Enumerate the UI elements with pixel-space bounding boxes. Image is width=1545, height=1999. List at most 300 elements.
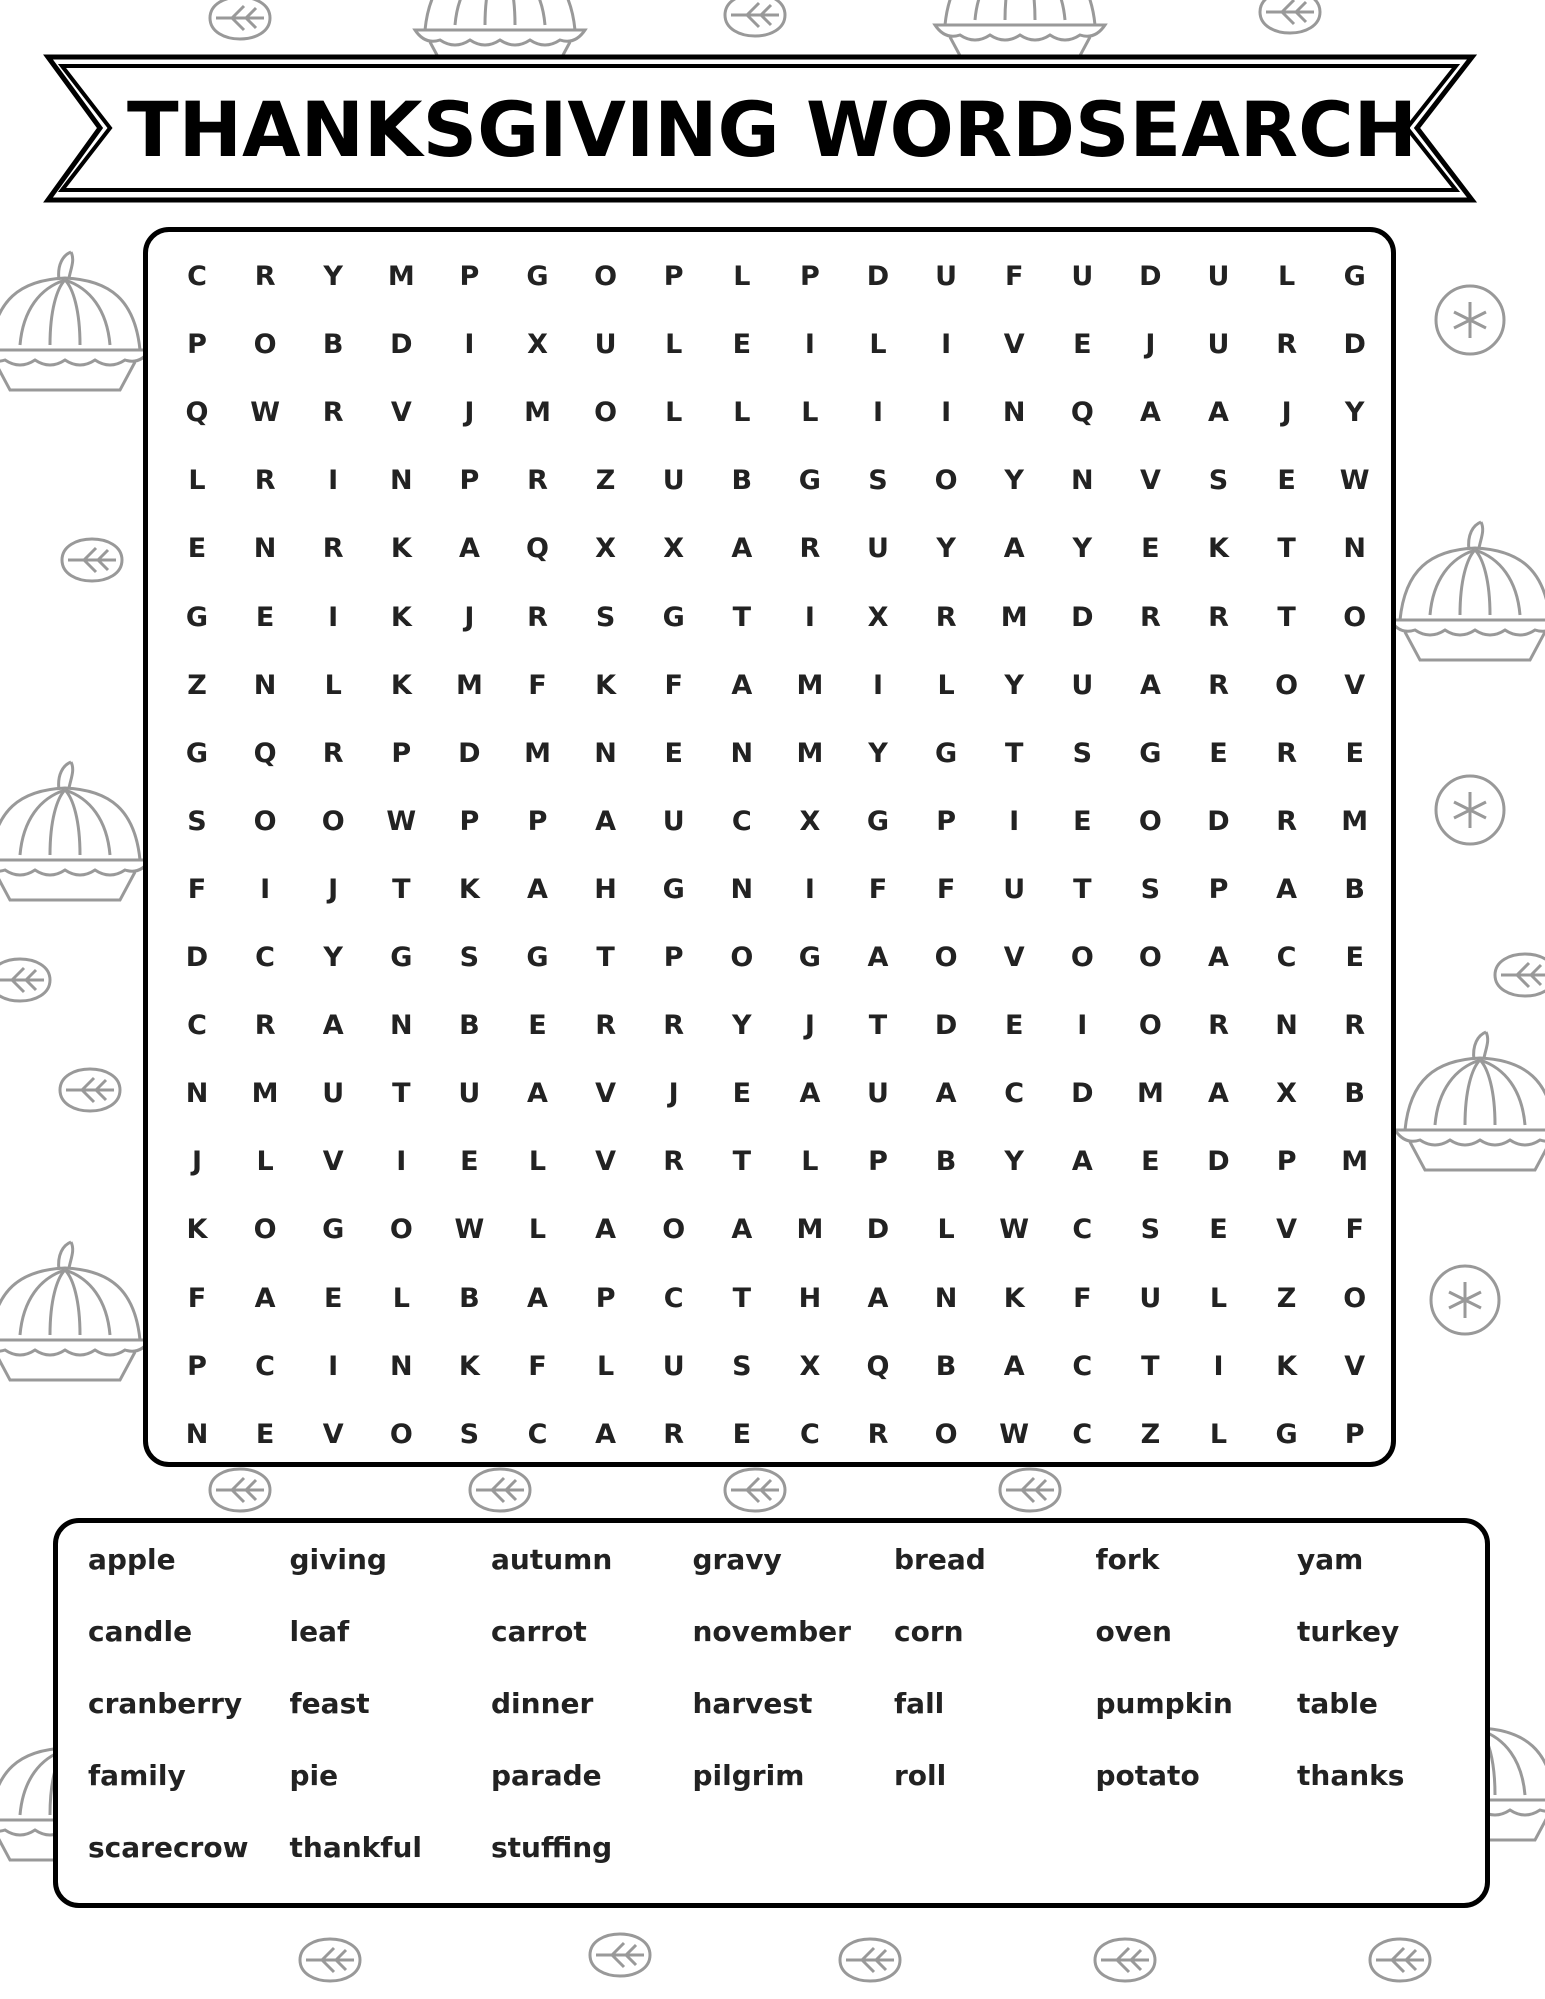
- grid-letter: I: [941, 329, 952, 361]
- grid-letter: B: [1344, 873, 1365, 905]
- grid-letter: Y: [1344, 397, 1365, 429]
- grid-letter: K: [186, 1214, 208, 1246]
- grid-letter: S: [868, 465, 888, 497]
- grid-letter: K: [458, 873, 480, 905]
- grid-letter: P: [1208, 873, 1229, 905]
- grid-letter: G: [185, 601, 209, 633]
- grid-letter: P: [1344, 1418, 1365, 1450]
- word-list-item: bread: [894, 1543, 986, 1576]
- grid-letter: C: [1072, 1214, 1093, 1246]
- grid-letter: A: [527, 873, 548, 905]
- grid-letter: R: [527, 601, 548, 633]
- grid-letter: X: [799, 805, 821, 837]
- grid-letter: V: [1344, 669, 1366, 701]
- word-list-item: corn: [894, 1615, 964, 1648]
- grid-letter: T: [392, 1078, 411, 1110]
- word-list-item: carrot: [491, 1615, 587, 1648]
- grid-letter: O: [253, 329, 277, 361]
- word-list-item: gravy: [692, 1543, 782, 1576]
- grid-letter: T: [732, 601, 751, 633]
- grid-letter: P: [936, 805, 956, 837]
- grid-letter: R: [663, 1146, 685, 1178]
- grid-letter: J: [1145, 329, 1156, 361]
- grid-letter: E: [1345, 942, 1364, 973]
- grid-letter: I: [464, 329, 475, 361]
- grid-letter: S: [1140, 873, 1161, 905]
- grid-letter: I: [872, 669, 884, 701]
- grid-letter: B: [731, 465, 753, 497]
- grid-letter: Z: [595, 465, 616, 497]
- word-list-item: feast: [289, 1687, 370, 1720]
- grid-letter: R: [254, 465, 276, 497]
- grid-letter: R: [595, 1010, 616, 1042]
- grid-letter: P: [799, 261, 820, 292]
- grid-letter: O: [1138, 805, 1162, 837]
- grid-letter: W: [999, 1214, 1030, 1246]
- grid-letter: A: [322, 1010, 344, 1042]
- word-list-item: autumn: [491, 1543, 613, 1576]
- grid-letter: I: [328, 1350, 339, 1382]
- grid-letter: A: [1208, 397, 1229, 429]
- grid-letter: F: [528, 1350, 547, 1382]
- grid-letter: U: [1139, 1282, 1162, 1314]
- grid-letter: S: [459, 1418, 480, 1450]
- word-list-item: harvest: [692, 1687, 813, 1720]
- grid-letter: I: [804, 873, 815, 905]
- grid-letter: N: [389, 1350, 413, 1382]
- grid-letter: S: [1208, 465, 1229, 497]
- grid-letter: M: [524, 397, 551, 429]
- grid-letter: E: [528, 1010, 547, 1042]
- grid-letter: D: [1071, 601, 1094, 633]
- grid-letter: L: [528, 1146, 547, 1178]
- grid-letter: E: [1073, 805, 1092, 837]
- grid-letter: I: [872, 397, 884, 429]
- grid-letter: M: [1000, 601, 1028, 633]
- grid-letter: E: [255, 1418, 275, 1450]
- grid-letter: L: [869, 329, 887, 361]
- grid-letter: E: [323, 1282, 343, 1314]
- grid-letter: J: [191, 1146, 203, 1178]
- grid-letter: D: [458, 737, 481, 769]
- grid-letter: G: [526, 261, 549, 292]
- word-list: [53, 1518, 1490, 1908]
- word-list-item: fall: [894, 1687, 945, 1720]
- grid-letter: R: [867, 1418, 889, 1450]
- grid-letter: I: [1213, 1350, 1224, 1382]
- grid-letter: L: [324, 669, 342, 701]
- grid-letter: M: [796, 1214, 824, 1246]
- grid-letter: R: [799, 533, 821, 565]
- grid-letter: E: [664, 737, 683, 769]
- grid-letter: N: [1275, 1010, 1298, 1042]
- grid-letter: H: [798, 1282, 822, 1314]
- word-list-item: thankful: [289, 1831, 422, 1864]
- grid-letter: I: [804, 601, 815, 633]
- grid-letter: A: [935, 1078, 957, 1110]
- grid-letter: C: [1072, 1350, 1093, 1382]
- grid-letter: Z: [1140, 1418, 1161, 1450]
- grid-letter: C: [527, 1418, 548, 1450]
- grid-letter: Y: [1004, 1146, 1024, 1178]
- grid-letter: P: [1276, 1146, 1297, 1178]
- grid-letter: L: [188, 465, 206, 497]
- grid-letter: R: [1208, 601, 1229, 633]
- grid-letter: Y: [1004, 465, 1024, 497]
- grid-letter: Q: [866, 1350, 890, 1382]
- grid-letter: F: [187, 873, 207, 905]
- grid-letter: N: [1002, 397, 1026, 429]
- grid-letter: M: [455, 669, 483, 701]
- grid-letter: E: [187, 533, 207, 565]
- grid-letter: V: [595, 1146, 617, 1178]
- grid-letter: K: [458, 1350, 480, 1382]
- grid-letter: A: [731, 533, 753, 565]
- word-list-item: fork: [1095, 1543, 1160, 1576]
- grid-letter: E: [1345, 737, 1364, 769]
- grid-letter: O: [934, 1418, 958, 1450]
- grid-letter: I: [804, 329, 815, 361]
- grid-letter: Y: [1072, 533, 1093, 565]
- grid-letter: X: [527, 329, 548, 361]
- grid-letter: R: [254, 261, 276, 292]
- grid-letter: Y: [1004, 669, 1024, 701]
- page-title: THANKSGIVING WORDSEARCH: [127, 85, 1417, 174]
- grid-letter: M: [524, 737, 551, 769]
- grid-letter: R: [322, 397, 344, 429]
- grid-letter: W: [386, 805, 417, 837]
- word-list-item: candle: [88, 1615, 193, 1648]
- grid-letter: V: [595, 1078, 617, 1110]
- grid-letter: M: [1341, 805, 1369, 837]
- grid-letter: N: [1343, 533, 1366, 565]
- grid-letter: U: [458, 1078, 481, 1110]
- grid-letter: A: [527, 1282, 548, 1314]
- grid-letter: M: [251, 1078, 279, 1110]
- grid-letter: P: [391, 737, 412, 769]
- grid-letter: T: [1004, 737, 1024, 769]
- grid-letter: R: [1344, 1010, 1366, 1042]
- grid-letter: U: [322, 1078, 345, 1110]
- grid-letter: G: [322, 1214, 345, 1246]
- grid-letter: C: [255, 1350, 275, 1382]
- word-list-item: stuffing: [491, 1831, 613, 1864]
- grid-letter: V: [1003, 329, 1025, 361]
- grid-letter: G: [798, 465, 821, 497]
- grid-letter: G: [798, 942, 821, 973]
- word-list-item: roll: [894, 1759, 947, 1792]
- grid-letter: L: [733, 397, 751, 429]
- grid-letter: T: [1073, 873, 1092, 905]
- grid-letter: Y: [868, 737, 888, 769]
- grid-letter: R: [1276, 329, 1297, 361]
- word-search-grid: [143, 227, 1396, 1467]
- grid-letter: U: [1207, 261, 1230, 292]
- grid-letter: C: [1276, 942, 1297, 973]
- grid-letter: P: [187, 329, 207, 361]
- grid-letter: O: [389, 1418, 413, 1450]
- grid-letter: G: [1343, 261, 1366, 292]
- grid-letter: A: [867, 1282, 889, 1314]
- grid-letter: O: [253, 805, 277, 837]
- grid-letter: V: [322, 1418, 344, 1450]
- grid-letter: I: [260, 873, 271, 905]
- grid-letter: N: [389, 465, 413, 497]
- grid-letter: L: [392, 1282, 410, 1314]
- grid-letter: J: [1281, 397, 1292, 429]
- grid-letter: B: [935, 1350, 957, 1382]
- grid-letter: Z: [187, 669, 207, 701]
- grid-letter: U: [594, 329, 617, 361]
- grid-letter: A: [867, 942, 889, 973]
- grid-letter: G: [185, 737, 209, 769]
- grid-letter: T: [732, 1282, 751, 1314]
- grid-letter: O: [321, 805, 345, 837]
- grid-letter: I: [1009, 805, 1020, 837]
- grid-letter: O: [1070, 942, 1094, 973]
- grid-letter: U: [1071, 261, 1094, 292]
- word-list-item: giving: [289, 1543, 387, 1576]
- grid-letter: L: [256, 1146, 274, 1178]
- grid-letter: D: [1071, 1078, 1094, 1110]
- grid-letter: D: [185, 942, 209, 973]
- grid-letter: U: [662, 1350, 685, 1382]
- grid-letter: T: [392, 873, 411, 905]
- grid-letter: C: [1072, 1418, 1093, 1450]
- grid-letter: Q: [1070, 397, 1094, 429]
- grid-letter: O: [1343, 1282, 1367, 1314]
- grid-letter: U: [1207, 329, 1230, 361]
- word-list-item: pie: [289, 1759, 339, 1792]
- grid-letter: E: [732, 1078, 752, 1110]
- grid-letter: I: [1077, 1010, 1088, 1042]
- grid-letter: G: [1139, 737, 1162, 769]
- grid-letter: E: [255, 601, 275, 633]
- grid-letter: U: [867, 1078, 889, 1110]
- grid-letter: K: [1276, 1350, 1298, 1382]
- grid-letter: O: [594, 397, 618, 429]
- grid-letter: B: [1344, 1078, 1365, 1110]
- grid-letter: B: [459, 1282, 480, 1314]
- grid-letter: N: [1070, 465, 1094, 497]
- word-list-item: potato: [1095, 1759, 1200, 1792]
- grid-letter: D: [866, 261, 890, 292]
- grid-letter: W: [1339, 465, 1370, 497]
- grid-letter: J: [464, 397, 475, 429]
- grid-letter: G: [662, 873, 685, 905]
- grid-letter: U: [867, 533, 889, 565]
- grid-letter: X: [867, 601, 889, 633]
- grid-letter: C: [731, 805, 752, 837]
- grid-letter: L: [528, 1214, 547, 1246]
- grid-letter: O: [594, 261, 618, 292]
- grid-letter: Q: [185, 397, 209, 429]
- grid-letter: F: [187, 1282, 207, 1314]
- grid-letter: I: [941, 397, 952, 429]
- grid-letter: R: [322, 737, 344, 769]
- grid-letter: B: [322, 329, 344, 361]
- word-list-item: oven: [1095, 1615, 1172, 1648]
- grid-letter: X: [1276, 1078, 1297, 1110]
- grid-letter: A: [1003, 1350, 1025, 1382]
- grid-letter: K: [390, 533, 412, 565]
- grid-letter: K: [595, 669, 617, 701]
- grid-letter: U: [1003, 873, 1026, 905]
- word-list-item: pilgrim: [692, 1759, 805, 1792]
- grid-letter: P: [663, 942, 684, 973]
- grid-letter: A: [731, 1214, 753, 1246]
- grid-letter: A: [458, 533, 480, 565]
- grid-letter: N: [389, 1010, 413, 1042]
- grid-letter: D: [934, 1010, 958, 1042]
- grid-letter: F: [1345, 1214, 1364, 1246]
- grid-letter: G: [662, 601, 685, 633]
- grid-letter: P: [187, 1350, 207, 1382]
- grid-letter: L: [1277, 261, 1296, 292]
- grid-letter: A: [1071, 1146, 1093, 1178]
- grid-letter: J: [328, 873, 339, 905]
- grid-letter: O: [1275, 669, 1299, 701]
- grid-letter: U: [1071, 669, 1094, 701]
- grid-letter: N: [594, 737, 617, 769]
- grid-letter: R: [254, 1010, 276, 1042]
- grid-letter: R: [663, 1010, 685, 1042]
- grid-letter: C: [255, 942, 275, 973]
- grid-letter: O: [662, 1214, 686, 1246]
- grid-letter: X: [595, 533, 616, 565]
- grid-letter: L: [937, 669, 955, 701]
- grid-letter: J: [464, 601, 475, 633]
- grid-letter: A: [1139, 397, 1161, 429]
- grid-letter: T: [1141, 1350, 1160, 1382]
- grid-letter: D: [1207, 805, 1230, 837]
- grid-letter: M: [1136, 1078, 1164, 1110]
- grid-letter: K: [390, 669, 412, 701]
- grid-letter: E: [732, 1418, 752, 1450]
- grid-letter: R: [935, 601, 957, 633]
- grid-letter: P: [459, 261, 480, 292]
- grid-letter: V: [1276, 1214, 1298, 1246]
- grid-letter: E: [1277, 465, 1296, 497]
- grid-letter: F: [528, 669, 547, 701]
- grid-letter: R: [527, 465, 548, 497]
- grid-letter: L: [801, 1146, 819, 1178]
- grid-letter: L: [801, 397, 819, 429]
- grid-letter: L: [665, 329, 683, 361]
- grid-letter: S: [1072, 737, 1093, 769]
- grid-letter: D: [1343, 329, 1366, 361]
- grid-letter: A: [799, 1078, 821, 1110]
- grid-letter: C: [663, 1282, 684, 1314]
- grid-letter: P: [663, 261, 684, 292]
- grid-letter: Z: [1276, 1282, 1297, 1314]
- grid-letter: P: [459, 805, 480, 837]
- grid-letter: V: [390, 397, 412, 429]
- grid-letter: E: [1141, 1146, 1160, 1178]
- grid-letter: W: [999, 1418, 1030, 1450]
- grid-letter: D: [1139, 261, 1162, 292]
- grid-letter: T: [868, 1010, 888, 1042]
- grid-letter: A: [254, 1282, 276, 1314]
- word-list-item: november: [692, 1615, 851, 1648]
- grid-letter: R: [322, 533, 344, 565]
- grid-letter: T: [1277, 533, 1296, 565]
- grid-letter: A: [527, 1078, 548, 1110]
- grid-letter: E: [1209, 737, 1228, 769]
- grid-letter: Y: [323, 261, 343, 292]
- grid-letter: V: [1003, 942, 1025, 973]
- grid-letter: F: [936, 873, 956, 905]
- grid-letter: V: [322, 1146, 344, 1178]
- grid-letter: I: [328, 465, 339, 497]
- grid-letter: N: [185, 1078, 209, 1110]
- grid-letter: M: [387, 261, 415, 292]
- grid-letter: I: [328, 601, 339, 633]
- grid-letter: N: [253, 669, 277, 701]
- grid-letter: O: [730, 942, 754, 973]
- grid-letter: F: [664, 669, 683, 701]
- grid-letter: J: [668, 1078, 679, 1110]
- grid-letter: G: [390, 942, 413, 973]
- grid-letter: O: [253, 1214, 277, 1246]
- grid-letter: L: [596, 1350, 615, 1382]
- grid-letter: A: [1208, 1078, 1229, 1110]
- grid-letter: A: [731, 669, 753, 701]
- grid-letter: J: [804, 1010, 815, 1042]
- grid-letter: K: [390, 601, 412, 633]
- grid-letter: Y: [323, 942, 343, 973]
- grid-letter: P: [527, 805, 548, 837]
- grid-letter: R: [1208, 1010, 1229, 1042]
- word-list-item: scarecrow: [88, 1831, 249, 1864]
- grid-letter: S: [595, 601, 616, 633]
- grid-letter: G: [526, 942, 549, 973]
- grid-letter: R: [1276, 805, 1297, 837]
- grid-letter: O: [1138, 942, 1162, 973]
- grid-letter: A: [595, 1214, 617, 1246]
- grid-letter: C: [1004, 1078, 1025, 1110]
- grid-letter: C: [187, 261, 207, 292]
- grid-letter: P: [459, 465, 480, 497]
- grid-letter: G: [935, 737, 958, 769]
- grid-letter: A: [1276, 873, 1298, 905]
- grid-letter: M: [796, 669, 824, 701]
- grid-letter: S: [459, 942, 480, 973]
- grid-letter: Q: [526, 533, 549, 565]
- grid-letter: L: [1209, 1282, 1228, 1314]
- grid-letter: E: [732, 329, 752, 361]
- grid-letter: N: [253, 533, 277, 565]
- grid-letter: L: [1209, 1418, 1228, 1450]
- word-list-item: turkey: [1297, 1615, 1400, 1648]
- grid-letter: N: [185, 1418, 209, 1450]
- grid-letter: E: [1141, 533, 1160, 565]
- grid-letter: W: [250, 397, 280, 429]
- grid-letter: L: [937, 1214, 955, 1246]
- grid-letter: C: [187, 1010, 207, 1042]
- word-list-item: thanks: [1297, 1759, 1405, 1792]
- grid-letter: M: [1341, 1146, 1369, 1178]
- grid-letter: M: [796, 737, 824, 769]
- grid-letter: B: [459, 1010, 480, 1042]
- word-list-item: yam: [1297, 1543, 1364, 1576]
- grid-letter: S: [187, 805, 207, 837]
- grid-letter: C: [799, 1418, 820, 1450]
- grid-letter: O: [1343, 601, 1367, 633]
- grid-letter: S: [1140, 1214, 1161, 1246]
- grid-letter: A: [1003, 533, 1025, 565]
- word-list-item: parade: [491, 1759, 602, 1792]
